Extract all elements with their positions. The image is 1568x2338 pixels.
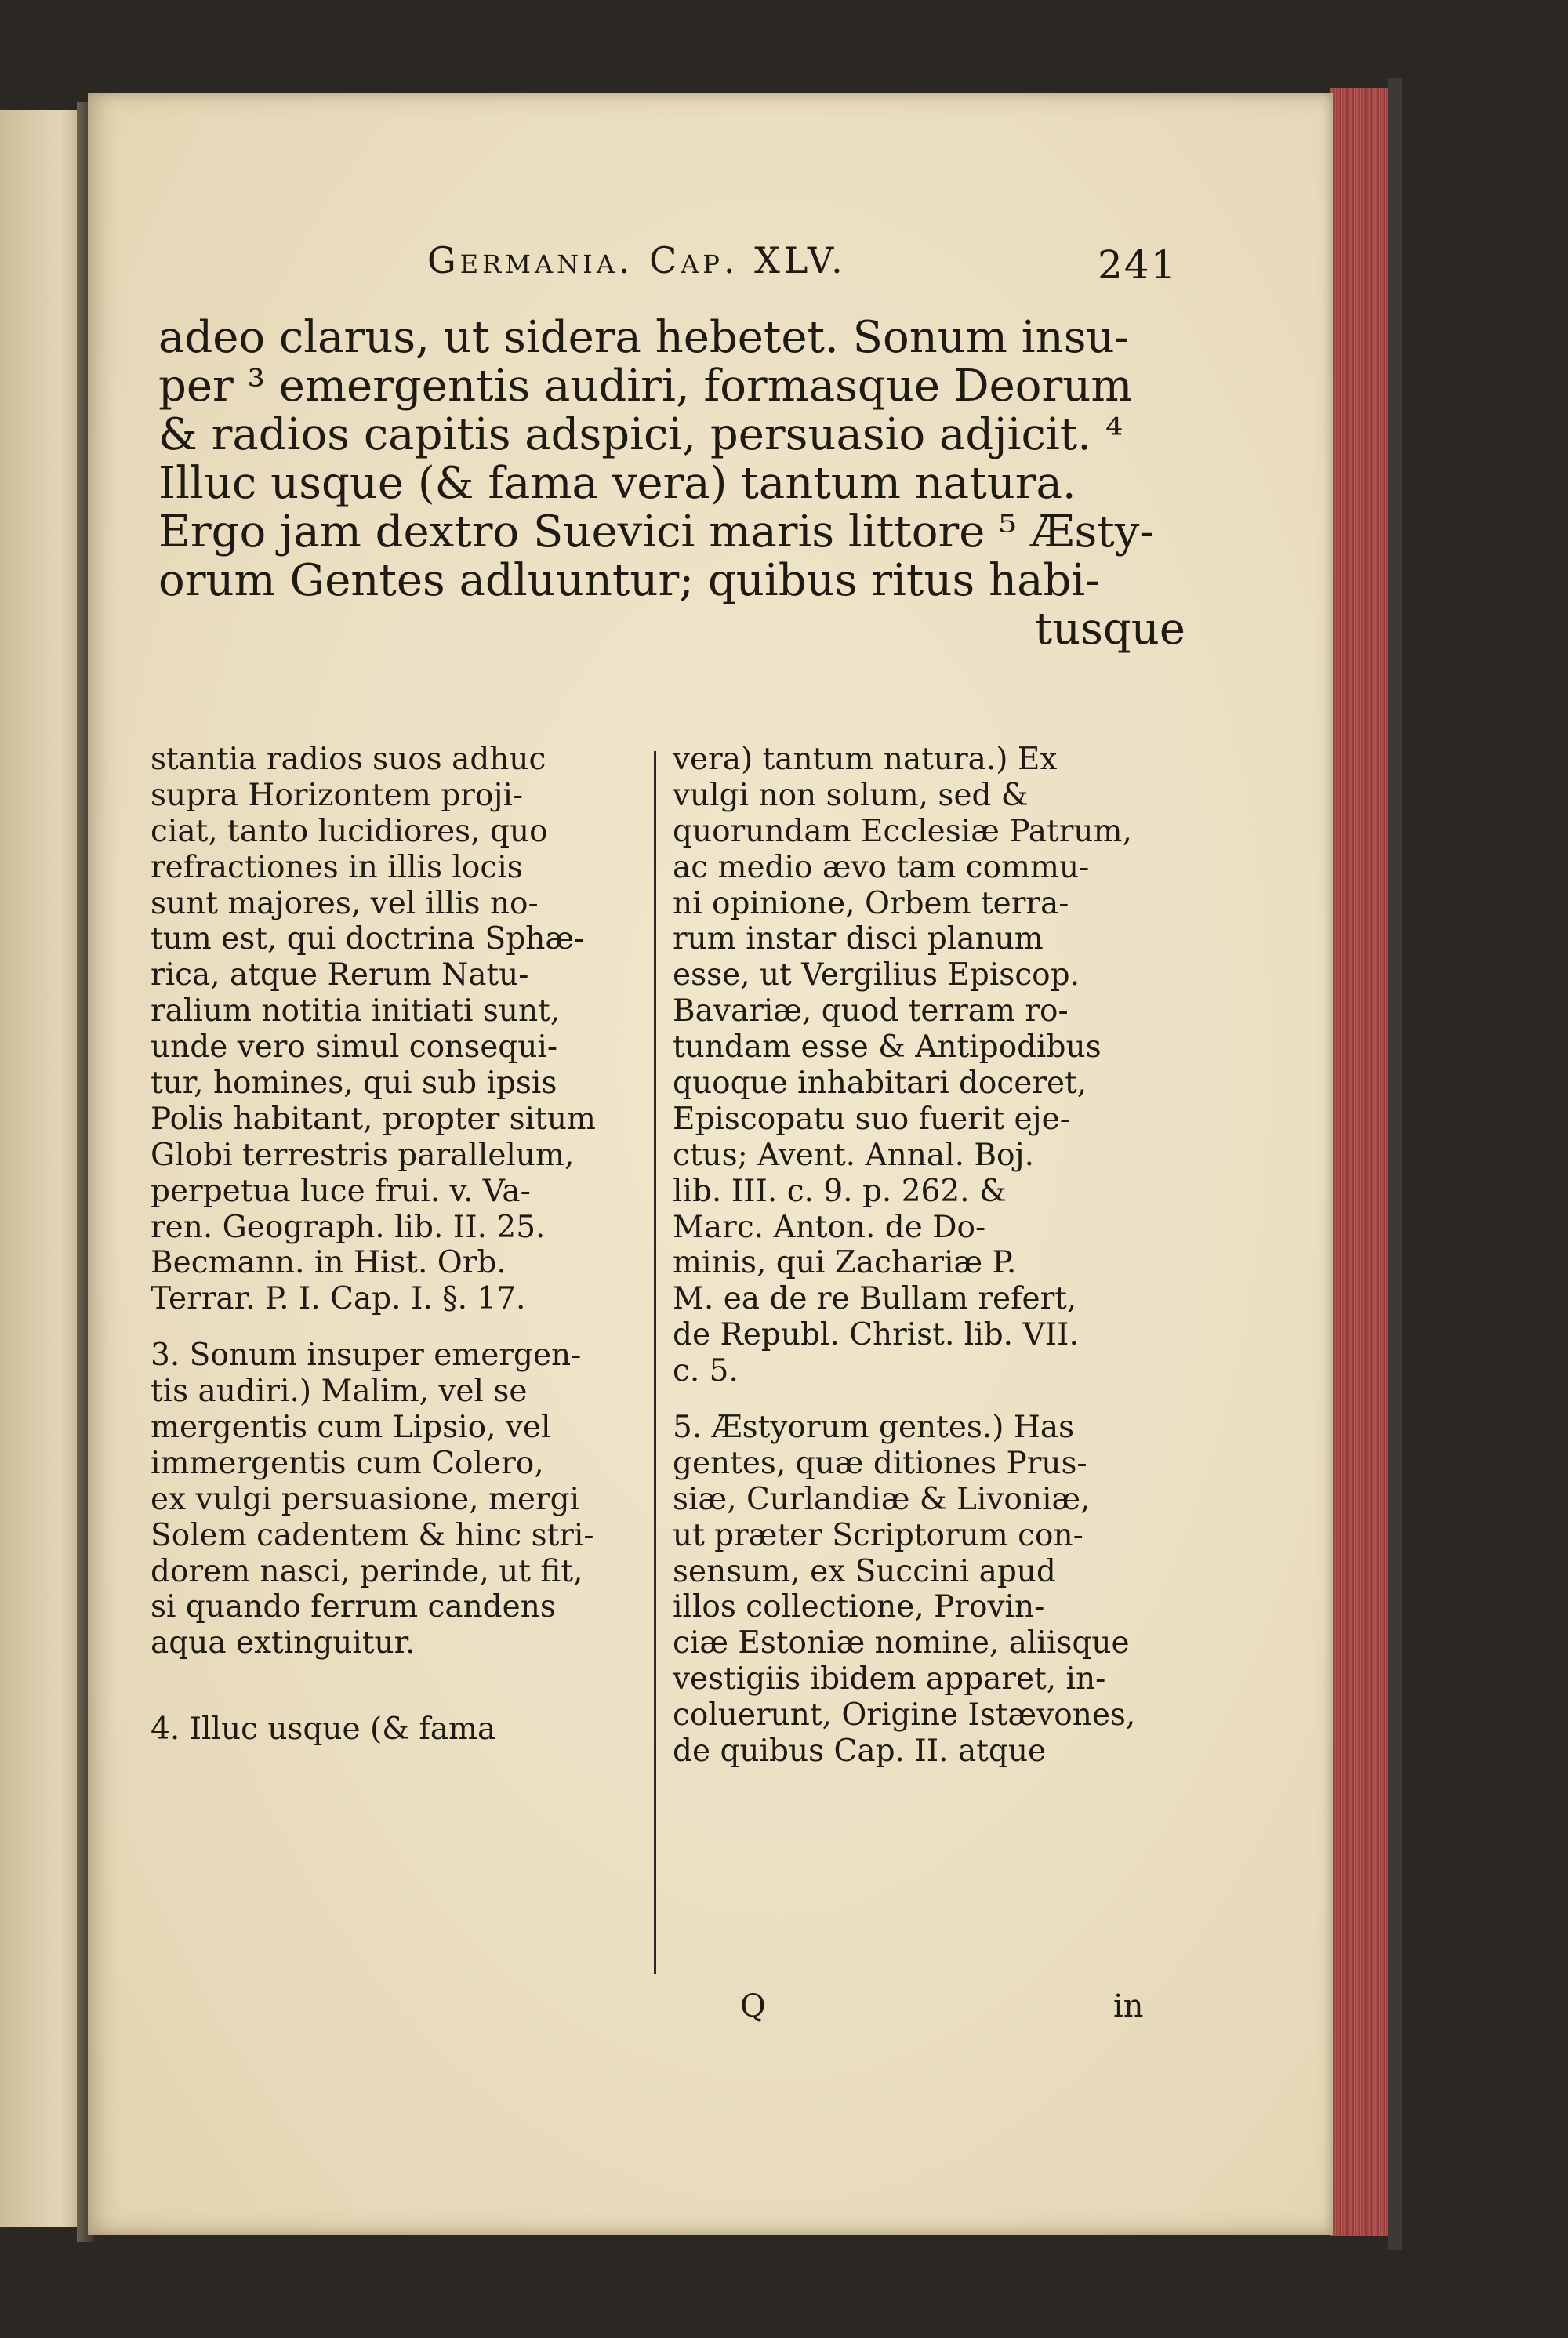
footnote-3-line: tis audiri.) Malim, vel se bbox=[151, 1374, 528, 1410]
footnote-line: Episcopatu suo fuerit eje- bbox=[673, 1101, 1070, 1137]
main-text-line: & radios capitis adspici, persuasio adjicit. ⁴ bbox=[158, 409, 1123, 460]
footnote-line: sunt majores, vel illis no- bbox=[151, 885, 539, 921]
footnote-line: tum est, qui doctrina Sphæ- bbox=[151, 921, 585, 957]
footnote-line: refractiones in illis locis bbox=[151, 849, 523, 885]
footnote-line: supra Horizontem proji- bbox=[151, 777, 524, 813]
column-divider bbox=[654, 751, 656, 1974]
footnote-line: de Republ. Christ. lib. VII. bbox=[673, 1317, 1079, 1353]
footnote-line: ctus; Avent. Annal. Boj. bbox=[673, 1137, 1035, 1173]
footnote-line: Globi terrestris parallelum, bbox=[151, 1137, 575, 1173]
footnote-line: c. 5. bbox=[673, 1353, 739, 1389]
footnote-5-line: coluerunt, Origine Istævones, bbox=[673, 1697, 1136, 1734]
footnote-5-line: siæ, Curlandiæ & Livoniæ, bbox=[673, 1481, 1091, 1517]
footnote-3-line: Solem cadentem & hinc stri- bbox=[151, 1517, 594, 1553]
footnote-line: Terrar. P. I. Cap. I. §. 17. bbox=[151, 1281, 526, 1317]
footer-catchword: in bbox=[1113, 1988, 1144, 2024]
footnote-line: unde vero simul consequi- bbox=[151, 1029, 558, 1066]
footnote-line: ni opinione, Orbem terra- bbox=[673, 885, 1069, 921]
footnote-line: ralium notitia initiati sunt, bbox=[151, 993, 561, 1029]
footnote-5-line: ut præter Scriptorum con- bbox=[673, 1517, 1083, 1553]
footnote-line: vera) tantum natura.) Ex bbox=[673, 742, 1058, 777]
footnote-line: minis, qui Zachariæ P. bbox=[673, 1245, 1017, 1281]
footnote-5-line: gentes, quæ ditiones Prus- bbox=[673, 1445, 1087, 1481]
footnote-line: quorundam Ecclesiæ Patrum, bbox=[673, 813, 1132, 849]
footnote-line: perpetua luce frui. v. Va- bbox=[151, 1173, 531, 1209]
footnote-3-line: immergentis cum Colero, bbox=[151, 1445, 544, 1481]
footnote-4-line: 4. Illuc usque (& fama bbox=[151, 1712, 496, 1748]
footnote-line: Becmann. in Hist. Orb. bbox=[151, 1245, 506, 1281]
footnotes-right-column bbox=[673, 742, 1167, 1770]
footnote-line: vulgi non solum, sed & bbox=[673, 777, 1029, 813]
footnote-line: stantia radios suos adhuc bbox=[151, 742, 546, 777]
footnote-line: quoque inhabitari doceret, bbox=[673, 1066, 1087, 1102]
footnote-line: ac medio ævo tam commu- bbox=[673, 849, 1090, 885]
signature-mark: Q bbox=[740, 1988, 766, 2024]
main-text-line: Illuc usque (& fama vera) tantum natura. bbox=[158, 458, 1076, 509]
running-head: Germania. Cap. XLV. bbox=[427, 239, 847, 281]
footnote-line: ciat, tanto lucidiores, quo bbox=[151, 813, 548, 849]
footnote-3-line: 3. Sonum insuper emergen- bbox=[151, 1338, 582, 1374]
footnote-line: tundam esse & Antipodibus bbox=[673, 1029, 1102, 1066]
footnote-3-line: dorem nasci, perinde, ut fit, bbox=[151, 1553, 583, 1589]
page-number: 241 bbox=[1098, 242, 1178, 288]
main-text-block bbox=[158, 314, 1185, 654]
footnote-3-line: aqua extinguitur. bbox=[151, 1625, 416, 1661]
page-header bbox=[427, 239, 1180, 294]
footnote-3-line: mergentis cum Lipsio, vel bbox=[151, 1410, 551, 1446]
main-text-line: adeo clarus, ut sidera hebetet. Sonum insu- bbox=[158, 312, 1130, 363]
footnote-5-line: illos collectione, Provin- bbox=[673, 1589, 1045, 1625]
main-text-line: orum Gentes adluuntur; quibus ritus habi- bbox=[158, 555, 1101, 606]
footnote-3-line: si quando ferrum candens bbox=[151, 1589, 556, 1625]
footnote-5-line: ciæ Estoniæ nomine, aliisque bbox=[673, 1625, 1130, 1661]
footnote-line: M. ea de re Bullam refert, bbox=[673, 1281, 1077, 1317]
footnote-line: esse, ut Vergilius Episcop. bbox=[673, 957, 1080, 993]
footnote-5-line: 5. Æstyorum gentes.) Has bbox=[673, 1410, 1075, 1446]
footnote-line: Polis habitant, propter situm bbox=[151, 1101, 596, 1137]
main-text-line: per ³ emergentis audiri, formasque Deorum bbox=[158, 361, 1133, 412]
footnote-line: tur, homines, qui sub ipsis bbox=[151, 1066, 557, 1102]
footnote-5-line: vestigiis ibidem apparet, in- bbox=[673, 1661, 1106, 1697]
footnote-5-line: sensum, ex Succini apud bbox=[673, 1553, 1056, 1589]
footnote-line: ren. Geograph. lib. II. 25. bbox=[151, 1209, 546, 1245]
footnote-line: Marc. Anton. de Do- bbox=[673, 1209, 986, 1245]
footnote-line: lib. III. c. 9. p. 262. & bbox=[673, 1173, 1007, 1209]
page-block-red-edge bbox=[1330, 88, 1396, 2236]
main-text-line: Ergo jam dextro Suevici maris littore ⁵ Æsty- bbox=[158, 506, 1155, 557]
footnote-line: rum instar disci planum bbox=[673, 921, 1044, 957]
footnote-5-line: de quibus Cap. II. atque bbox=[673, 1734, 1047, 1770]
footnote-line: Bavariæ, quod terram ro- bbox=[673, 993, 1069, 1029]
footnote-3-line: ex vulgi persuasione, mergi bbox=[151, 1481, 580, 1517]
main-catchword: tusque bbox=[1034, 604, 1185, 655]
book-cover-edge bbox=[1388, 78, 1402, 2250]
footnote-line: rica, atque Rerum Natu- bbox=[151, 957, 529, 993]
footnotes-left-column bbox=[151, 742, 644, 1748]
left-page-edge bbox=[0, 110, 89, 2227]
